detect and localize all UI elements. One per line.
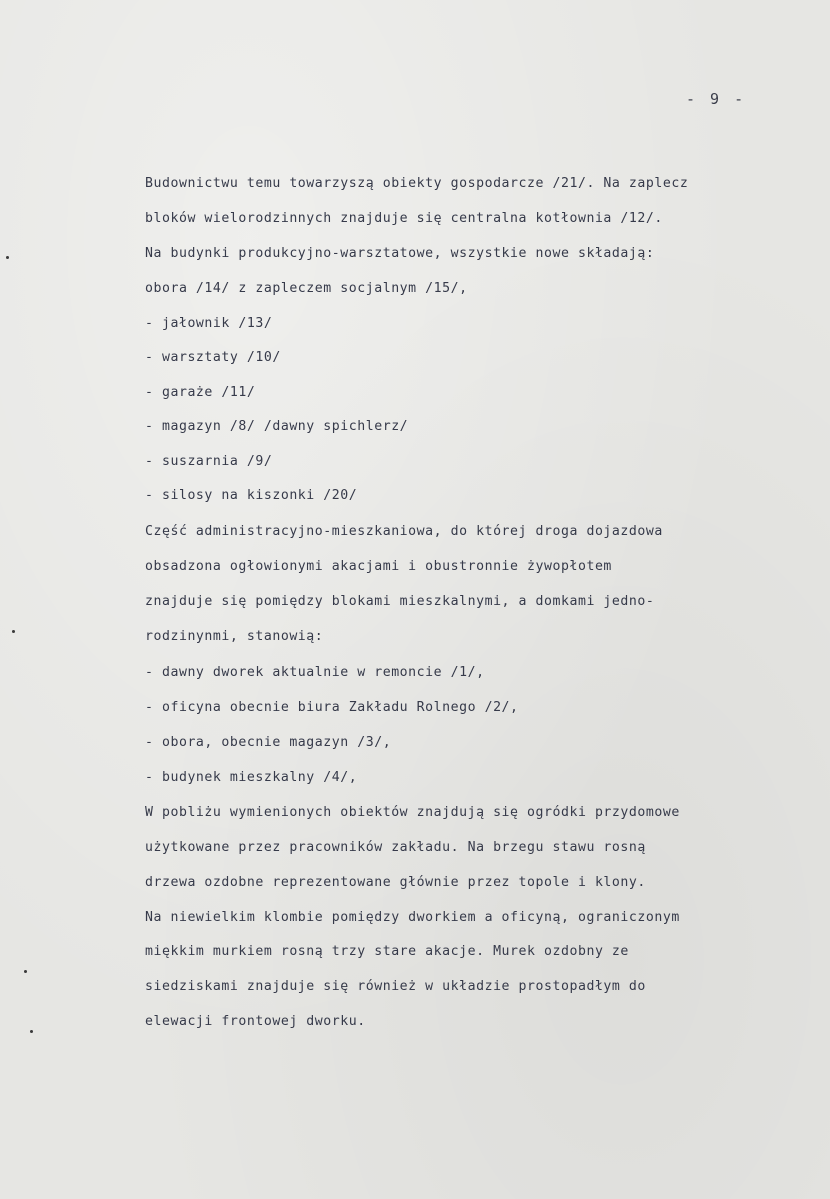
list-item: - budynek mieszkalny /4/, <box>145 770 358 785</box>
text-line: Na niewielkim klombie pomiędzy dworkiem a oficyną, ograniczonym <box>145 910 680 925</box>
scan-speck <box>30 1030 33 1033</box>
text-line: W pobliżu wymienionych obiektów znajdują się ogródki przydomowe <box>145 805 680 820</box>
list-item: - warsztaty /10/ <box>145 350 281 365</box>
text-line: obora /14/ z zapleczem socjalnym /15/, <box>145 281 468 296</box>
page-number: - 9 - <box>686 90 747 108</box>
scan-speck <box>6 256 9 259</box>
text-line: Budownictwu temu towarzyszą obiekty gospodarcze /21/. Na zaplecz <box>145 176 689 191</box>
text-line: elewacji frontowej dworku. <box>145 1014 366 1029</box>
list-item: - jałownik /13/ <box>145 316 273 331</box>
scan-speck <box>24 970 27 973</box>
text-line: użytkowane przez pracowników zakładu. Na brzegu stawu rosną <box>145 840 646 855</box>
text-line: Część administracyjno-mieszkaniowa, do której droga dojazdowa <box>145 524 663 539</box>
scan-speck <box>12 630 15 633</box>
list-item: - oficyna obecnie biura Zakładu Rolnego /2/, <box>145 700 519 715</box>
list-item: - suszarnia /9/ <box>145 454 273 469</box>
list-item: - garaże /11/ <box>145 385 256 400</box>
list-item: - dawny dworek aktualnie w remoncie /1/, <box>145 665 485 680</box>
text-line: obsadzona ogłowionymi akacjami i obustronnie żywopłotem <box>145 559 612 574</box>
text-line: miękkim murkiem rosną trzy stare akacje. Murek ozdobny ze <box>145 944 629 959</box>
text-line: siedziskami znajduje się również w układzie prostopadłym do <box>145 979 646 994</box>
text-line: Na budynki produkcyjno-warsztatowe, wszystkie nowe składają: <box>145 246 655 261</box>
list-item: - obora, obecnie magazyn /3/, <box>145 735 392 750</box>
text-line: drzewa ozdobne reprezentowane głównie przez topole i klony. <box>145 875 646 890</box>
text-line: bloków wielorodzinnych znajduje się centralna kotłownia /12/. <box>145 211 663 226</box>
text-line: znajduje się pomiędzy blokami mieszkalnymi, a domkami jedno- <box>145 594 655 609</box>
list-item: - magazyn /8/ /dawny spichlerz/ <box>145 419 409 434</box>
list-item: - silosy na kiszonki /20/ <box>145 488 358 503</box>
text-line: rodzinynmi, stanowią: <box>145 629 324 644</box>
